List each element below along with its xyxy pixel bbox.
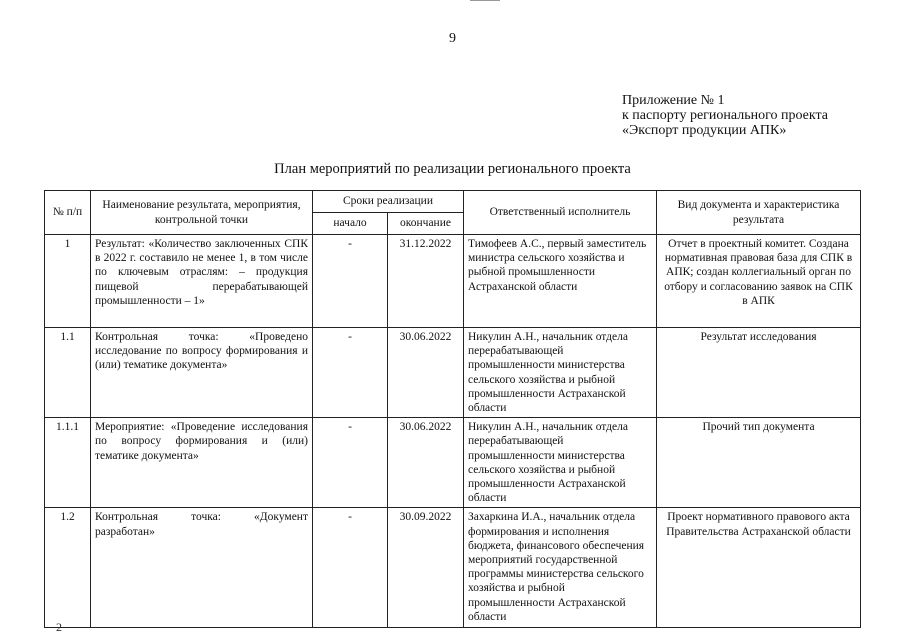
header-terms: Сроки реализации: [313, 191, 464, 213]
row-start: -: [313, 508, 388, 628]
appendix-line-1: Приложение № 1: [622, 93, 725, 108]
row-num: 1.1: [45, 328, 91, 418]
row-doc: Проект нормативного правового акта Правительства Астраханской области: [657, 508, 861, 628]
row-end: 30.09.2022: [388, 508, 464, 628]
table-row: [45, 328, 861, 418]
row-responsible: Тимофеев А.С., первый заместитель министра сельского хозяйства и рыбной промышленности Астраханской области: [464, 235, 657, 328]
row-num: 1: [45, 235, 91, 328]
appendix-line-2: к паспорту регионального проекта: [622, 108, 828, 123]
header-start: начало: [313, 213, 388, 235]
row-start: -: [313, 328, 388, 418]
plan-table: [44, 190, 861, 628]
row-name: Результат: «Количество заключенных СПК в 2022 г. составило не менее 1, в том числе по ключевым отраслям: – продукция пищевой перерабатывающей промышленности – 1»: [91, 235, 313, 328]
table-row: [45, 235, 861, 328]
row-start: -: [313, 418, 388, 508]
row-end: 31.12.2022: [388, 235, 464, 328]
header-doc: Вид документа и характеристика результата: [657, 191, 861, 235]
row-doc: Результат исследования: [657, 328, 861, 418]
top-edge-mark: [470, 0, 500, 4]
row-num: 1.1.1: [45, 418, 91, 508]
header-num: № п/п: [45, 191, 91, 235]
row-end: 30.06.2022: [388, 418, 464, 508]
appendix-note: [622, 93, 828, 138]
header-name: Наименование результата, мероприятия, контрольной точки: [91, 191, 313, 235]
appendix-line-3: «Экспорт продукции АПК»: [622, 123, 787, 138]
row-name: Контрольная точка: «Документ разработан»: [91, 508, 313, 628]
row-responsible: Никулин А.Н., начальник отдела перерабатывающей промышленности министерства сельского хозяйства и рыбной промышленности Астраханской области: [464, 328, 657, 418]
document-title: План мероприятий по реализации регионального проекта: [274, 161, 631, 177]
table-header-row: [45, 191, 861, 213]
row-responsible: Никулин А.Н., начальник отдела перерабатывающей промышленности министерства сельского хозяйства и рыбной промышленности Астраханской области: [464, 418, 657, 508]
row-name: Мероприятие: «Проведение исследования по вопросу формирования и (или) тематике документа»: [91, 418, 313, 508]
row-doc: Отчет в проектный комитет. Создана нормативная правовая база для СПК в АПК; создан коллегиальный орган по отбору и согласованию заявок на СПК в АПК: [657, 235, 861, 328]
row-responsible: Захаркина И.А., начальник отдела формирования и исполнения бюджета, финансового обеспечения мероприятий государственной программы министерства сельского хозяйства и рыбной промышленности Астраханской области: [464, 508, 657, 628]
header-end: окончание: [388, 213, 464, 235]
header-responsible: Ответственный исполнитель: [464, 191, 657, 235]
table-row: [45, 508, 861, 628]
row-num: 1.2: [45, 508, 91, 628]
row-name: Контрольная точка: «Проведено исследование по вопросу формирования и (или) тематике документа»: [91, 328, 313, 418]
table-row: [45, 418, 861, 508]
row-end: 30.06.2022: [388, 328, 464, 418]
footer-mark: 2: [56, 620, 62, 634]
page-number: 9: [449, 31, 456, 46]
row-doc: Прочий тип документа: [657, 418, 861, 508]
row-start: -: [313, 235, 388, 328]
